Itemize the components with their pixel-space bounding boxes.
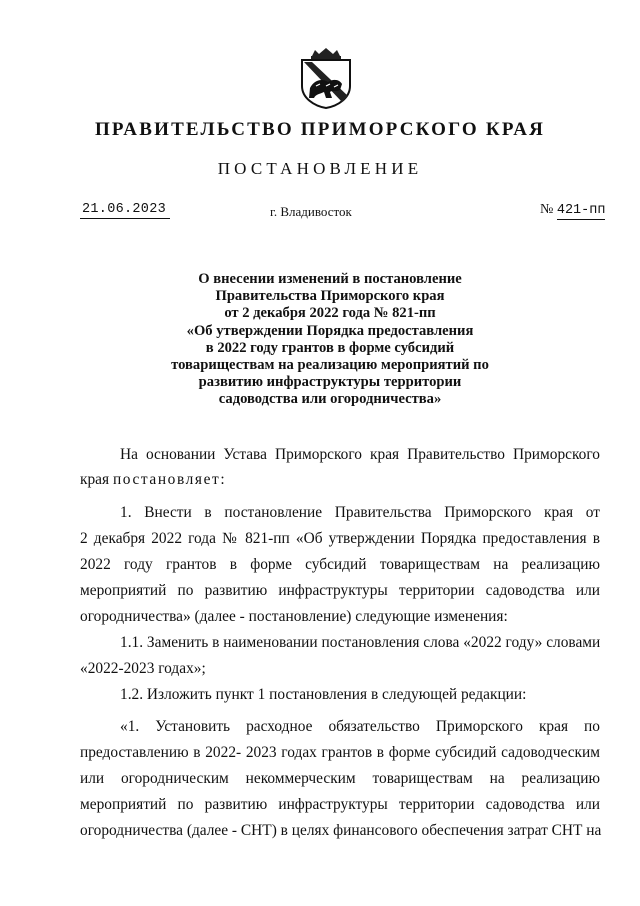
body-line: огородничества (далее - СНТ) в целях финансового обеспечения затрат СНТ на (80, 822, 602, 839)
body-line: На основании Устава Приморского края Правительство Приморского (120, 446, 600, 463)
heading-line: от 2 декабря 2022 года № 821-пп (224, 305, 436, 322)
heading-line: в 2022 году грантов в форме субсидий (205, 339, 455, 356)
heading-line: товариществам на реализацию мероприятий по (171, 357, 489, 374)
body-line: огородничества» (далее - постановление) следующие изменения: (80, 608, 508, 625)
resolution-heading (120, 271, 540, 409)
heading-line: «Об утверждении Порядка предоставления (186, 322, 474, 339)
body-line: 1.1. Заменить в наименовании постановления слова «2022 году» словами (120, 634, 601, 651)
heading-line: О внесении изменений в постановление (198, 271, 462, 287)
document-date: 21.06.2023 (80, 202, 170, 219)
heading-line: садоводства или огородничества» (218, 391, 442, 408)
heading-line: Правительства Приморского края (215, 288, 445, 305)
document-city: г. Владивосток (270, 204, 352, 219)
government-title: ПРАВИТЕЛЬСТВО ПРИМОРСКОГО КРАЯ (94, 119, 546, 140)
coat-of-arms-icon (296, 46, 356, 110)
document-number (540, 202, 605, 218)
heading-line: развитию инфраструктуры территории (198, 374, 462, 391)
body-line: мероприятий по развитию инфраструктуры территории садоводства или (80, 582, 600, 599)
body-line: мероприятий по развитию инфраструктуры территории садоводства или (80, 796, 600, 813)
body-line: «1. Установить расходное обязательство Приморского края по (120, 718, 600, 735)
number-value: 421-пп (556, 203, 606, 218)
body-line: или огородническим некоммерческим товариществам на реализацию (80, 770, 600, 787)
body-line: «2022-2023 годах»; (80, 660, 206, 677)
body-line: 1.2. Изложить пункт 1 постановления в следующей редакции: (120, 686, 527, 703)
body-line (80, 471, 600, 489)
body-text-fragment: края (80, 471, 113, 488)
body-line: 2 декабря 2022 года № 821-пп «Об утверждении Порядка предоставления в (80, 530, 600, 547)
body-line: 1. Внести в постановление Правительства Приморского края от (120, 504, 600, 521)
body-line: предоставлению в 2022- 2023 годах грантов в форме субсидий садоводческим (80, 744, 600, 761)
body-line: 2022 году грантов в форме субсидий товариществам на реализацию (80, 556, 600, 573)
decree-word: постановляет: (112, 471, 227, 488)
number-sign: № (540, 202, 554, 217)
document-type: ПОСТАНОВЛЕНИЕ (217, 159, 423, 178)
